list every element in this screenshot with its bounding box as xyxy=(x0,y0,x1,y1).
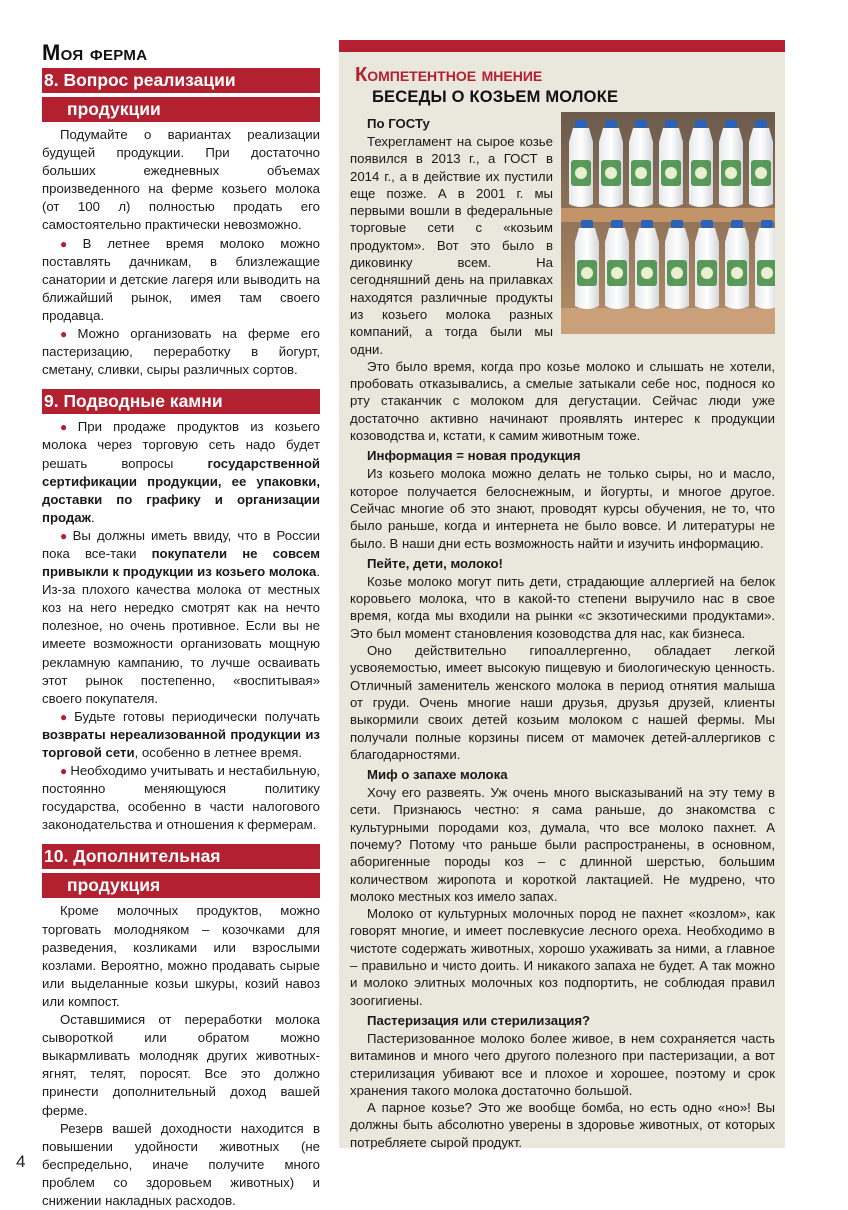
paragraph-text: , особенно в летнее время. xyxy=(134,745,303,760)
section-spacer xyxy=(42,379,320,389)
paragraph-text: Оставшимися от переработки молока сывороткой или обратом можно выкармливать молодняк других животных-ягнят, телят, поросят. Все это должно принести дополнительный доход вашей ферме. xyxy=(42,1012,320,1118)
subsection-heading: Пастеризация или стерилизация? xyxy=(367,1012,591,1028)
emphasis-text: покупатели не совсем привыкли к продукции из козьего молока xyxy=(42,545,320,580)
subsection-heading: Пейте, дети, молоко! xyxy=(367,555,503,571)
paragraph-text: Можно организовать на ферме его пастеризацию, переработку в йогурт, сметану, сливки, сыры различных сортов. xyxy=(42,326,320,378)
paragraph-text: Подумайте о вариантах реализации будущей продукции. При достаточно больших ежедневных объемах произведенного на ферме козьего молока (от 100 л) полностью продать его самостоятельно практически невозможно. xyxy=(42,127,320,233)
section-heading-line: 9. Подводные камни xyxy=(42,389,320,414)
bullet-dot-icon: ● xyxy=(60,764,68,779)
body-paragraph xyxy=(42,1011,320,1120)
section-heading-line: продукция xyxy=(42,873,320,898)
article-paragraph: А парное козье? Это же вообще бомба, но есть одно «но»! Вы должны быть абсолютно уверены в здоровье животных, от которых потребляете сырой продукт. xyxy=(350,1100,775,1150)
section-spacer xyxy=(42,834,320,844)
paragraph-text: При продаже продуктов из козьего молока через торговую сеть надо будет решать вопросы xyxy=(42,419,321,471)
article-paragraph: Пастеризованное молоко более живое, в нем сохраняется часть витаминов и много чего другого полезного при пастеризации, а вот стерилизация убивают все и плохое и хорошее, поэтому и срок хранения такого молока достаточно большой. xyxy=(350,1030,775,1098)
paragraph-text: Резерв вашей доходности находится в повышении удойности животных (не беспредельно, иначе получите много проблем со здоровьем животных) и снижении накладных расходов. xyxy=(42,1120,320,1208)
panel-top-band xyxy=(339,40,785,52)
bullet-dot-icon: ● xyxy=(60,420,75,435)
body-paragraph xyxy=(42,762,320,834)
paragraph-text: Кроме молочных продуктов, можно торговать молодняком – козочками для разведения, козликами или взрослыми козлами. Вероятно, можно продавать сырые или выделанные козьи шкуры, козий навоз или компост. xyxy=(42,903,320,1009)
bullet-dot-icon: ● xyxy=(60,528,70,543)
article-paragraph: Хочу его развеять. Уж очень много высказываний на эту тему в сети. Признаюсь честно: я сама раньше, до знакомства с культурными породами коз, думала, что все молоко пахнет. А почему? Потому что раньше были распространены, в основном, аборигенные породы коз – с длинной шерстью, большим количеством жиропота и короткой лактацией. Не мудрено, что молоко местных коз имело запах. xyxy=(350,785,775,904)
paragraph-text: Будьте готовы периодически получать xyxy=(74,708,320,724)
body-paragraph xyxy=(42,708,320,762)
article-paragraph: Техрегламент на сырое козье появился в 2013 г., а ГОСТ в 2014 г., а в действие их пустили еще позже. А в 2001 г. мы первыми вошли в федеральные торговые сети с «козьим продуктом». Вот это было в диковинку всем. На сегодняшний день на прилавках находятся различные продукты из козьего молока разных компаний, а тогда были мы одни. xyxy=(350,134,553,357)
left-column xyxy=(42,68,320,1210)
paragraph-text: Вы должны иметь ввиду, что в России пока все-таки xyxy=(42,527,321,561)
article-body xyxy=(350,112,775,1151)
article-paragraph: Оно действительно гипоаллергенно, обладает легкой усвояемостью, имеет высокую пищевую и биологическую ценность. Отличный заменитель женского молока в период отнятия малыша от груди. Очень многие наши друзья, друзья друзей, клиенты выкормили своих детей козьим молоком с нашей фермы. Мы получали полные корзины писем от мамочек детей-аллергиков с благодарностями. xyxy=(350,643,775,762)
bullet-dot-icon: ● xyxy=(60,327,75,342)
expert-opinion-panel xyxy=(339,40,785,1148)
page-number: 4 xyxy=(16,1152,26,1171)
body-paragraph xyxy=(42,527,320,708)
body-paragraph xyxy=(42,1120,320,1210)
body-paragraph xyxy=(42,325,320,379)
subsection-heading: Информация = новая продукция xyxy=(367,448,581,464)
paragraph-text: В летнее время молоко можно поставлять дачникам, в близлежащие санатории и детские лагеря или выводить на ближайший рынок, имея там своего продавца. xyxy=(42,235,320,323)
section-heading-line: 8. Вопрос реализации xyxy=(42,68,320,93)
article-paragraph: Козье молоко могут пить дети, страдающие аллергией на белок коровьего молока, что в какой-то степени выручило нас в свое время, когда мы входили на рынки «с экзотическими продуктами». Это был момент становления козоводства для нас, как бизнеса. xyxy=(350,573,775,641)
body-paragraph xyxy=(42,126,320,235)
article-paragraph: Это было время, когда про козье молоко и слышать не хотели, пробовать отказывались, а смелые затыкали себе нос, поднося ко рту стаканчик с молоком для дегустации. Сейчас люди уже достаточно активно начинают проявлять интерес к продукции козоводства и, кстати, к самим животным тоже. xyxy=(350,358,775,444)
bullet-dot-icon: ● xyxy=(60,709,72,724)
emphasis-text: возвраты нереализованной продукции из торговой сети xyxy=(42,726,320,760)
article-paragraph: Из козьего молока можно делать не только сыры, но и масло, которое получается белоснежным, и йогурты, и многое другое. Сейчас многие об это знают, проводят курсы обучения, не то, что было раньше, когда и интернета не было вовсе. И литературы не было. В наши дни есть возможность найти и изучить информацию. xyxy=(350,466,775,551)
paragraph-text: . xyxy=(90,509,95,525)
body-paragraph xyxy=(42,235,320,325)
body-paragraph xyxy=(42,902,320,1011)
paragraph-text: Необходимо учитывать и нестабильную, постоянно меняющуюся политику государства, особенно в части налогового законодательства и отношения к фермерам. xyxy=(42,763,320,833)
subsection-heading: Миф о запахе молока xyxy=(367,767,508,783)
subsection-heading: По ГОСТу xyxy=(367,116,430,131)
body-paragraph xyxy=(42,418,320,527)
section-heading-line: продукции xyxy=(42,97,320,122)
emphasis-text: государственной сертификации продукции, ее упаковки, доставки по графику и организации продаж xyxy=(42,455,320,525)
section-title: Моя ферма xyxy=(42,40,148,65)
section-heading xyxy=(42,68,320,122)
paragraph-text: . Из-за плохого качества молока от местных коз на него нередко смотрят как на нечто полезное, но очень противное. Если вы не имеете возможности организовать мощную рекламную кампанию, то лучше осваивать этот рынок постепенно, «воспитывая» своего покупателя. xyxy=(42,564,320,706)
article-title: БЕСЕДЫ О КОЗЬЕМ МОЛОКЕ xyxy=(372,88,619,106)
expert-opinion-kicker: Компетентное мнение xyxy=(355,64,543,86)
bullet-dot-icon: ● xyxy=(60,236,80,251)
milk-bottles-photo xyxy=(561,112,775,334)
section-heading xyxy=(42,844,320,898)
article-paragraph: Молоко от культурных молочных пород не пахнет «козлом», как говорят многие, и имеет послевкусие лесного ореха. Необходимо в чистоте содержать животных, хорошо ухаживать за ними, а главное – правильно и чисто доить. И никакого запаха не будет. А так можно и молоко элитных молочных коз подпортить, не соблюдая правил зоогигиены. xyxy=(350,906,775,1008)
section-heading xyxy=(42,389,320,414)
section-heading-line: 10. Дополнительная xyxy=(42,844,320,869)
